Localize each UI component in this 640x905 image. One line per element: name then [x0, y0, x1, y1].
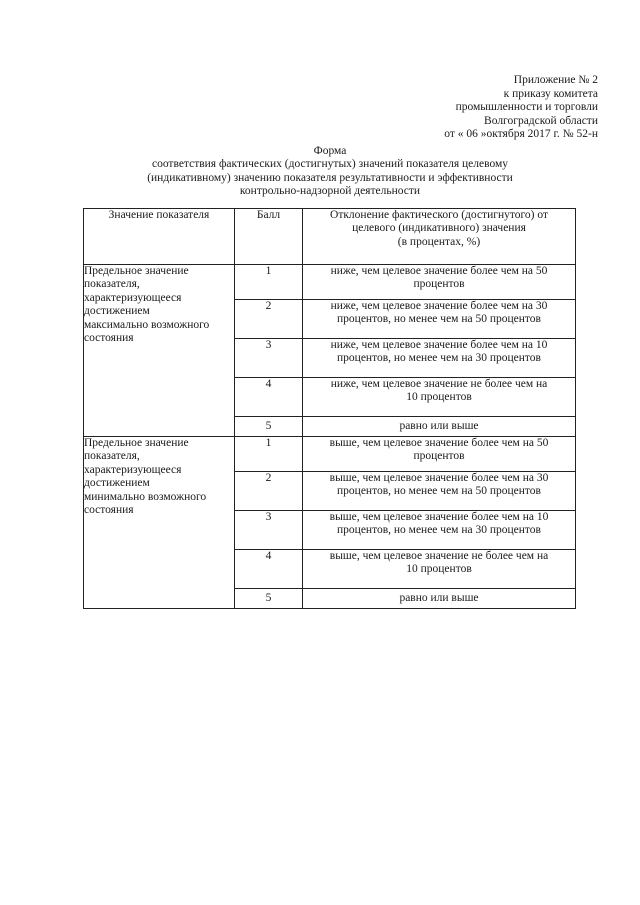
appendix-line: промышленности и торговли — [455, 101, 598, 114]
header-value: Значение показателя — [84, 209, 235, 265]
score-cell: 3 — [235, 339, 303, 378]
deviation-cell: выше, чем целевое значение не более чем на 10 процентов — [303, 550, 576, 589]
score-cell: 2 — [235, 472, 303, 511]
deviation-cell: ниже, чем целевое значение более чем на 10 процентов, но менее чем на 30 процентов — [303, 339, 576, 378]
form-title-line: контрольно-надзорной деятельности — [239, 185, 421, 198]
assessment-table — [83, 208, 576, 609]
form-heading: Форма — [313, 145, 347, 157]
deviation-cell: выше, чем целевое значение более чем на 30 процентов, но менее чем на 50 процентов — [303, 472, 576, 511]
score-cell: 3 — [235, 511, 303, 550]
score-cell: 2 — [235, 300, 303, 339]
deviation-cell: ниже, чем целевое значение не более чем на 10 процентов — [303, 378, 576, 417]
appendix-line: Волгоградской области — [484, 114, 598, 127]
group-label-max: Предельное значение показателя, характеризующееся достижением максимально возможного состояния — [84, 265, 235, 437]
score-cell: 5 — [235, 417, 303, 437]
appendix-line: от « 06 »октября 2017 г. № 52-н — [444, 128, 598, 141]
score-cell: 4 — [235, 550, 303, 589]
table-row — [84, 437, 576, 472]
form-title-line: (индикативному) значению показателя результативности и эффективности — [147, 171, 513, 184]
deviation-cell: выше, чем целевое значение более чем на 50 процентов — [303, 437, 576, 472]
table-header-row — [84, 209, 576, 265]
table-row — [84, 265, 576, 300]
score-cell: 1 — [235, 265, 303, 300]
appendix-line: Приложение № 2 — [513, 74, 598, 86]
deviation-cell: равно или выше — [303, 589, 576, 609]
score-cell: 5 — [235, 589, 303, 609]
header-deviation: Отклонение фактического (достигнутого) от целевого (индикативного) значения (в процентах, %) — [303, 209, 576, 265]
score-cell: 1 — [235, 437, 303, 472]
deviation-cell: ниже, чем целевое значение более чем на 30 процентов, но менее чем на 50 процентов — [303, 300, 576, 339]
appendix-header — [444, 74, 598, 142]
appendix-line: к приказу комитета — [503, 87, 598, 100]
form-title-line: соответствия фактических (достигнутых) значений показателя целевому — [151, 158, 509, 171]
form-title — [120, 145, 540, 199]
group-label-min: Предельное значение показателя, характеризующееся достижением минимально возможного состояния — [84, 437, 235, 609]
deviation-cell: равно или выше — [303, 417, 576, 437]
header-score: Балл — [235, 209, 303, 265]
deviation-cell: ниже, чем целевое значение более чем на 50 процентов — [303, 265, 576, 300]
score-cell: 4 — [235, 378, 303, 417]
deviation-cell: выше, чем целевое значение более чем на 10 процентов, но менее чем на 30 процентов — [303, 511, 576, 550]
